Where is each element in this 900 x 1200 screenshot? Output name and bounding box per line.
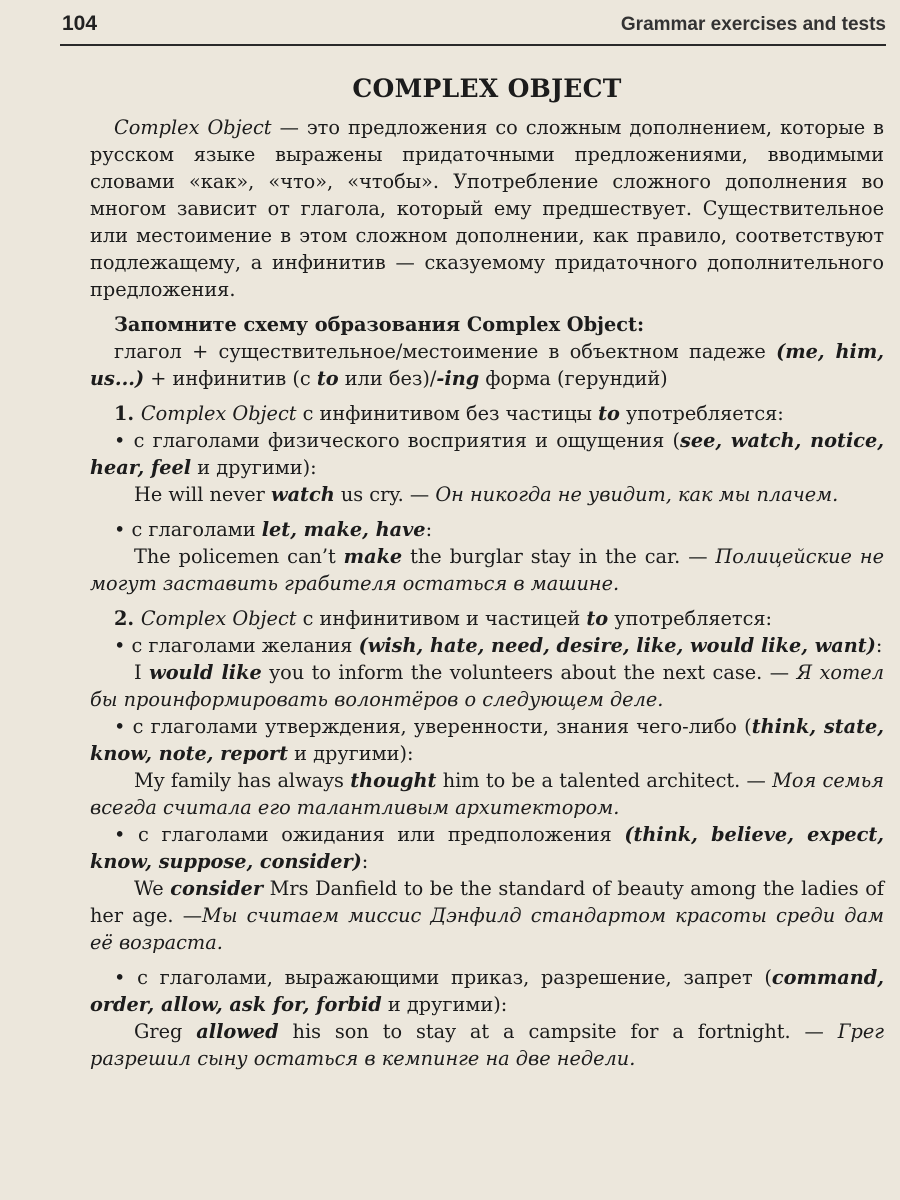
section-2-to: to [586, 607, 609, 630]
example-2b [90, 767, 884, 821]
intro-paragraph [90, 114, 884, 303]
section-1-term: Complex Object [140, 402, 297, 425]
example-1a [90, 481, 884, 508]
rule-verbs: think, state, know, note, report [90, 715, 884, 765]
rule-text: • с глаголами желания [114, 634, 359, 657]
example-text: My family has always [134, 769, 351, 792]
rule-2b [90, 713, 884, 767]
page-content [90, 74, 884, 1072]
rule-text: и другими): [191, 456, 317, 479]
page-number: 104 [62, 12, 98, 35]
intro-text: — это предложения со сложным дополнением, которые в русском языке выражены придаточными предложениями, вводимыми словами «как», «что», «чтобы». Употребление сложного дополнения во многом зависит от глагола, который ему предшествует. Существительное или местоимение в этом сложном дополнении, как правило, соответствуют подлежащему, а инфинитив — сказуемому придаточного дополнительного предложения. [90, 116, 884, 301]
rule-text: • с глаголами утверждения, уверенности, знания чего-либо ( [114, 715, 752, 738]
rule-2c [90, 821, 884, 875]
section-2-term: Complex Object [140, 607, 297, 630]
example-translation: Полицейские не могут заставить грабителя остаться в машине. [90, 545, 884, 595]
scheme-formula [90, 338, 884, 392]
scheme-ing: -ing [436, 367, 480, 390]
example-verb: thought [350, 769, 437, 792]
example-text: We [134, 877, 171, 900]
section-1-end: употребляется: [619, 402, 784, 425]
example-verb: allowed [196, 1020, 279, 1043]
example-text: us cry. — [334, 483, 436, 506]
example-text: He will never [134, 483, 271, 506]
example-translation: Грег разрешил сыну остаться в кемпинге на две недели. [90, 1020, 884, 1070]
example-text: you to inform the volunteers about the next case. — [261, 661, 797, 684]
rule-text: : [361, 850, 369, 873]
intro-term: Complex Object [114, 116, 272, 139]
rule-1b [90, 516, 884, 543]
example-translation: Я хотел бы проинформировать волонтёров о следующем деле. [90, 661, 884, 711]
section-1-number: 1. [114, 402, 141, 425]
example-text: his son to stay at a campsite for a fortnight. — [278, 1020, 838, 1043]
example-verb: would like [149, 661, 262, 684]
rule-text: : [875, 634, 883, 657]
example-verb: watch [270, 483, 335, 506]
example-verb: make [343, 545, 403, 568]
section-1-heading [90, 400, 884, 427]
rule-text: • с глаголами ожидания или предположения [114, 823, 625, 846]
rule-text: : [425, 518, 433, 541]
example-text: The policemen can’t [134, 545, 344, 568]
section-2-number: 2. [114, 607, 141, 630]
section-2-end: употребляется: [608, 607, 773, 630]
scheme-pronouns: (me, him, us...) [90, 340, 884, 390]
example-text: Mrs Danfield to be the standard of beauty among the ladies of her age. — [90, 877, 884, 927]
running-title: Grammar exercises and tests [620, 14, 886, 35]
rule-2d [90, 964, 884, 1018]
example-text: Greg [134, 1020, 197, 1043]
scheme-part: форма (герундий) [479, 367, 668, 390]
rule-text: • с глаголами, выражающими приказ, разрешение, запрет ( [114, 966, 772, 989]
example-translation: Он никогда не увидит, как мы плачем. [435, 483, 839, 506]
rule-text: • с глаголами [114, 518, 262, 541]
rule-text: и другими): [288, 742, 414, 765]
scheme-heading: Запомните схему образования Complex Object: [114, 313, 645, 336]
scheme-part: глагол + существительное/местоимение в объектном падеже [114, 340, 777, 363]
rule-verbs: let, make, have [261, 518, 426, 541]
scheme-part: + инфинитив (с [144, 367, 317, 390]
rule-verbs: (think, believe, expect, know, suppose, consider) [90, 823, 885, 873]
rule-text: • с глаголами физического восприятия и ощущения ( [114, 429, 681, 452]
rule-2a [90, 632, 884, 659]
section-1-text: с инфинитивом без частицы [296, 402, 599, 425]
example-text: the burglar stay in the car. — [402, 545, 716, 568]
example-2c [90, 875, 884, 956]
rule-1a [90, 427, 884, 481]
scheme-part: или без)/ [338, 367, 437, 390]
example-translation: Мы считаем миссис Дэнфилд стандартом красоты среди дам её возраста. [90, 904, 884, 954]
rule-verbs: (wish, hate, need, desire, like, would like, want) [358, 634, 876, 657]
rule-verbs: command, order, allow, ask for, forbid [90, 966, 884, 1016]
example-2d [90, 1018, 884, 1072]
example-text: I [134, 661, 150, 684]
example-text: him to be a talented architect. — [436, 769, 773, 792]
scheme-to: to [316, 367, 339, 390]
rule-text: и другими): [381, 993, 508, 1016]
page-header [60, 10, 886, 46]
example-verb: consider [170, 877, 263, 900]
section-2-heading [90, 605, 884, 632]
section-1-to: to [598, 402, 620, 425]
rule-verbs: see, watch, notice, hear, feel [90, 429, 884, 479]
section-title: COMPLEX OBJECT [352, 74, 622, 103]
example-2a [90, 659, 884, 713]
example-1b [90, 543, 884, 597]
section-2-text: с инфинитивом и частицей [296, 607, 587, 630]
example-translation: Моя семья всегда считала его талантливым архитектором. [90, 769, 884, 819]
